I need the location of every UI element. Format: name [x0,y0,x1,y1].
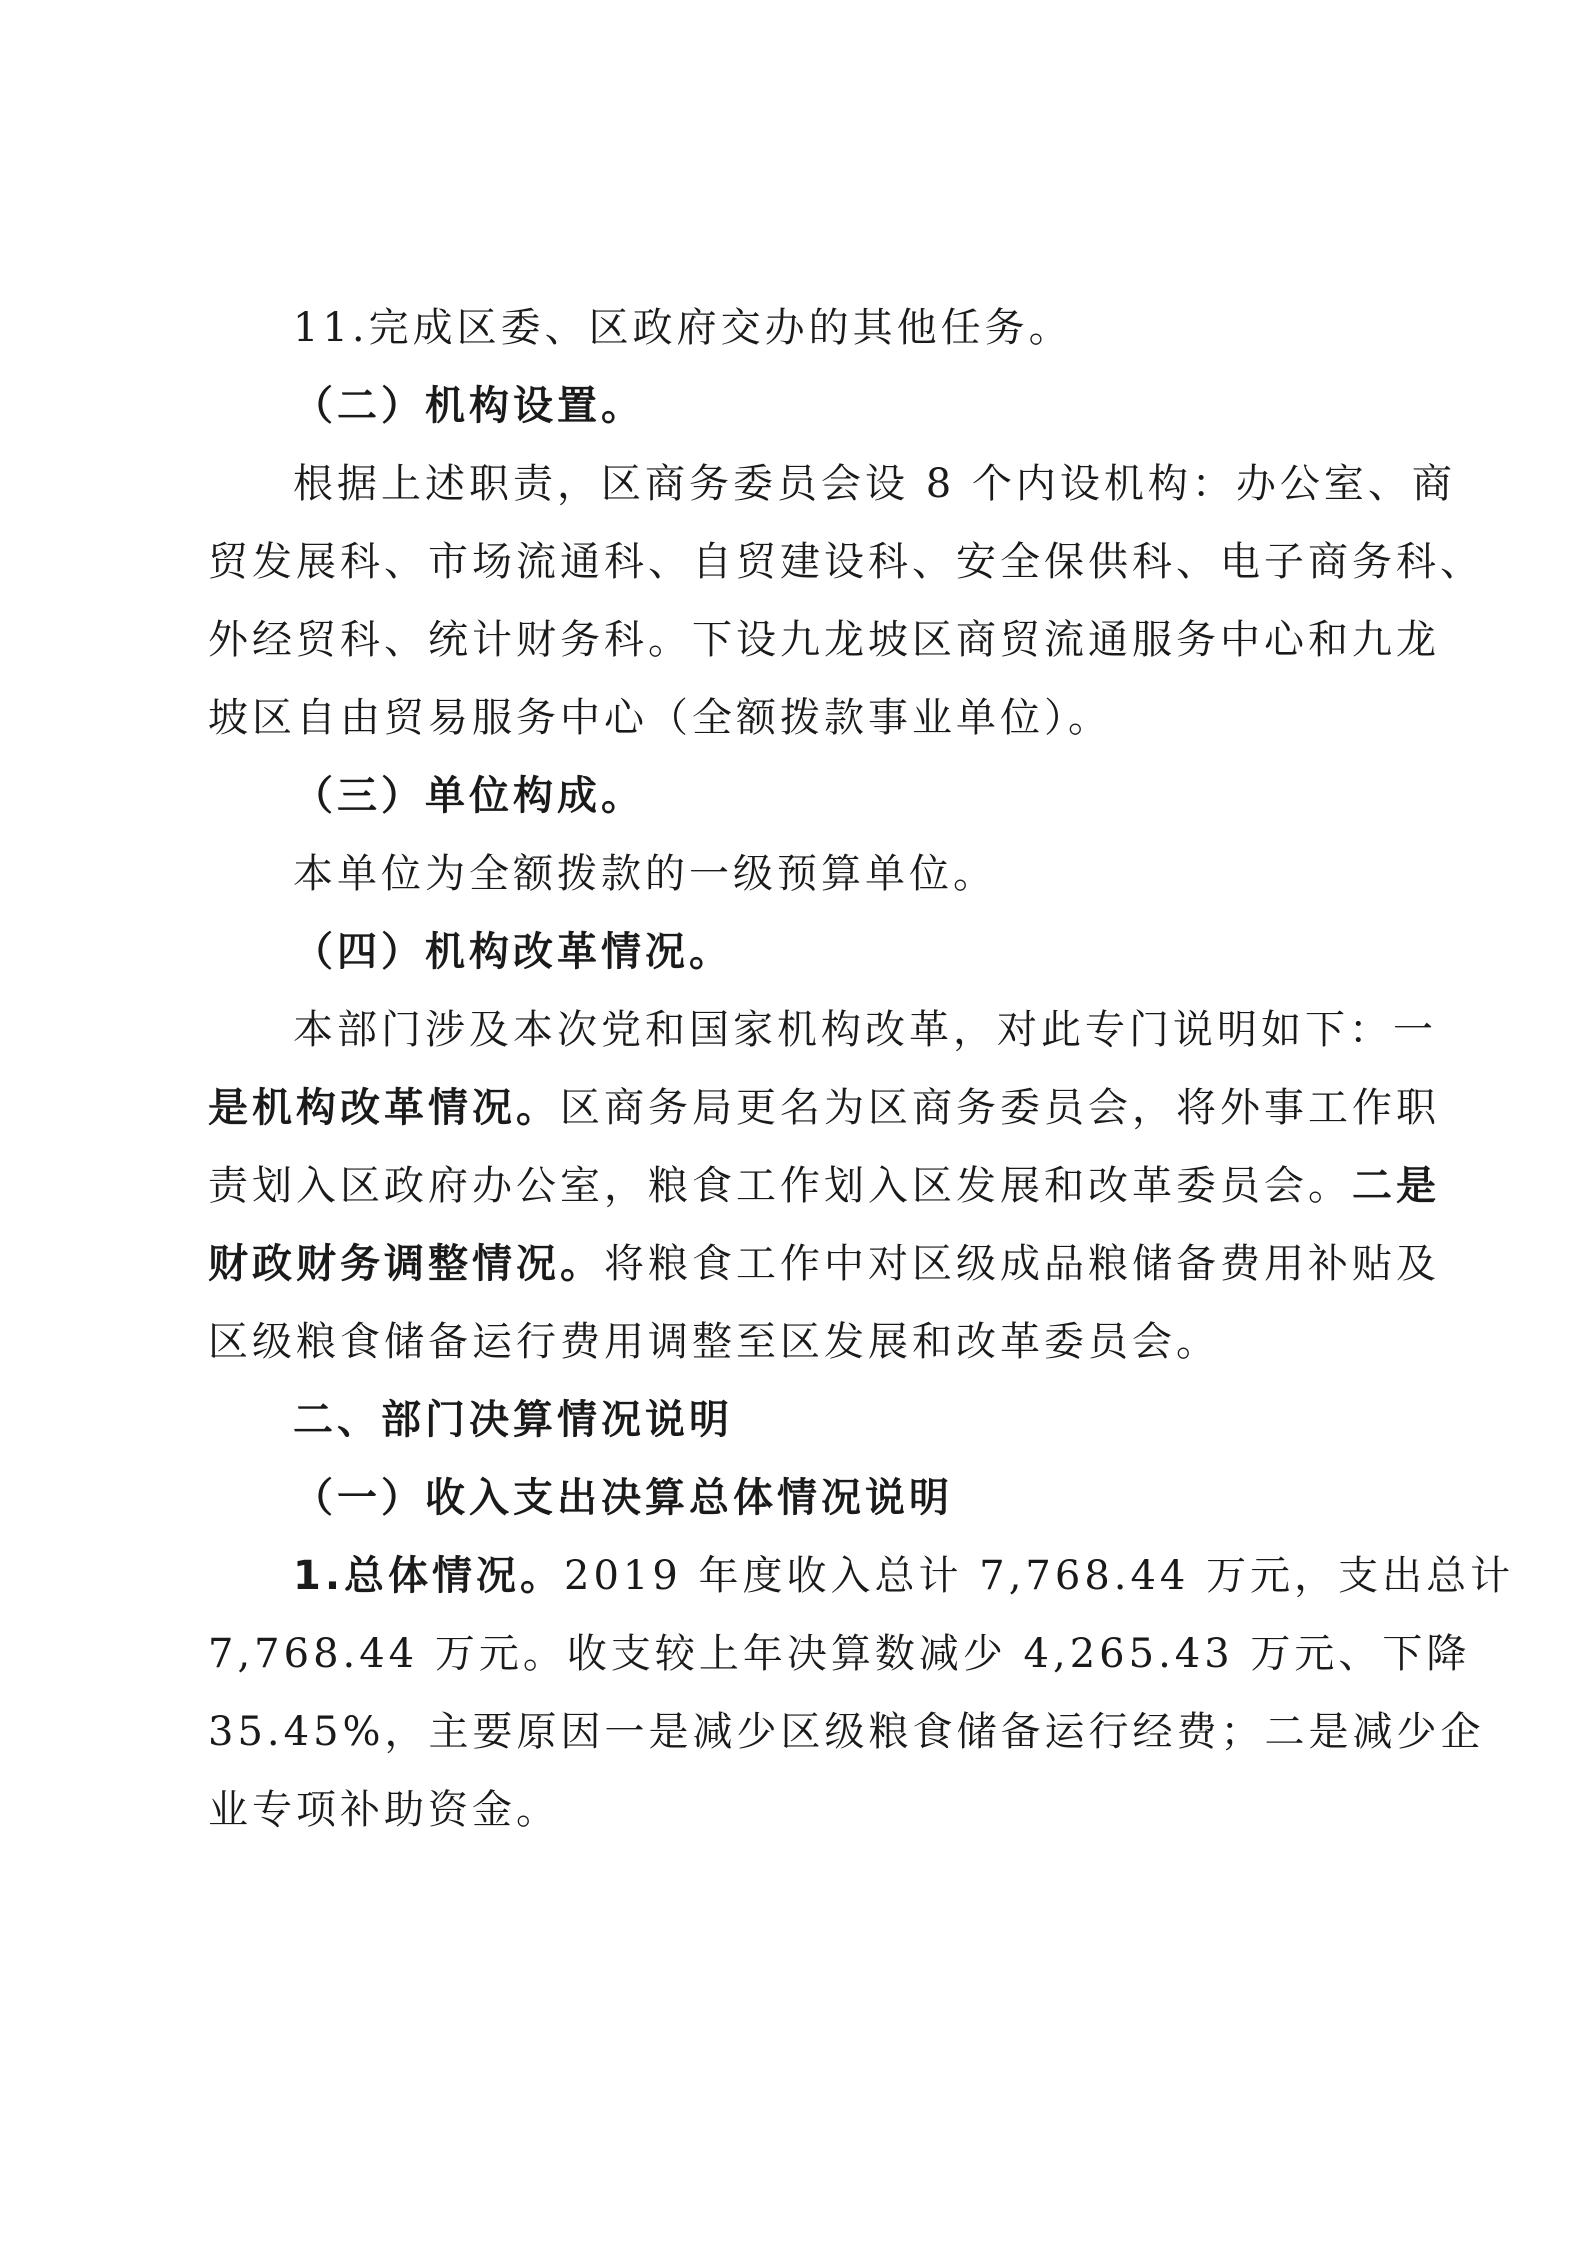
emphasis-text: 是机构改革情况。 [208,1085,560,1131]
heading-text: （二）机构设置。 [293,383,645,429]
paragraph-line [293,1550,1514,1602]
text-segment: 2019 年度收入总计 7,768.44 万元，支出总计 [564,1553,1515,1599]
paragraph-line [208,1160,1440,1212]
text-segment: 35.45%，主要原因一是减少区级粮食储备运行经费；二是减少企 [208,1709,1485,1755]
paragraph-line [208,1784,560,1836]
paragraph-line [208,1238,1440,1290]
emphasis-text: 1.总体情况。 [293,1553,565,1599]
text-segment: 外经贸科、统计财务科。下设九龙坡区商贸流通服务中心和九龙 [208,617,1440,663]
paragraph-line [208,1082,1440,1134]
text-segment: 区商务局更名为区商务委员会，将外事工作职 [560,1085,1440,1131]
text-segment: 本单位为全额拨款的一级预算单位。 [293,851,997,897]
paragraph-line [293,848,997,900]
section-heading-reform [293,926,733,978]
emphasis-text: 财政财务调整情况。 [208,1241,604,1287]
paragraph-line [293,458,1456,510]
paragraph-line [208,614,1440,666]
text-segment: 将粮食工作中对区级成品粮储备费用补贴及 [604,1241,1440,1287]
paragraph-line [293,302,1073,354]
paragraph-line [208,1316,1220,1368]
section-heading-final-accounts [293,1394,733,1446]
text-segment: 坡区自由贸易服务中心（全额拨款事业单位）。 [208,695,1112,741]
paragraph-line [208,692,1112,744]
text-segment: 本部门涉及本次党和国家机构改革，对此专门说明如下：一 [293,1007,1437,1053]
heading-text: （三）单位构成。 [293,773,645,819]
paragraph-line [293,1004,1437,1056]
text-segment: 11.完成区委、区政府交办的其他任务。 [293,305,1073,351]
text-segment: 7,768.44 万元。收支较上年决算数减少 4,265.43 万元、下降 [208,1631,1471,1677]
heading-text: 二、部门决算情况说明 [293,1397,733,1443]
section-heading-unit-composition [293,770,645,822]
emphasis-text: 二是 [1352,1163,1440,1209]
text-segment: 责划入区政府办公室，粮食工作划入区发展和改革委员会。 [208,1163,1352,1209]
text-segment: 贸发展科、市场流通科、自贸建设科、安全保供科、电子商务科、 [208,539,1484,585]
section-heading-institutions [293,380,645,432]
text-segment: 根据上述职责，区商务委员会设 8 个内设机构：办公室、商 [293,461,1456,507]
heading-text: （一）收入支出决算总体情况说明 [293,1475,953,1521]
text-segment: 业专项补助资金。 [208,1787,560,1833]
section-heading-income-expense [293,1472,953,1524]
paragraph-line [208,536,1484,588]
text-segment: 区级粮食储备运行费用调整至区发展和改革委员会。 [208,1319,1220,1365]
paragraph-line [208,1706,1485,1758]
heading-text: （四）机构改革情况。 [293,929,733,975]
paragraph-line [208,1628,1470,1680]
